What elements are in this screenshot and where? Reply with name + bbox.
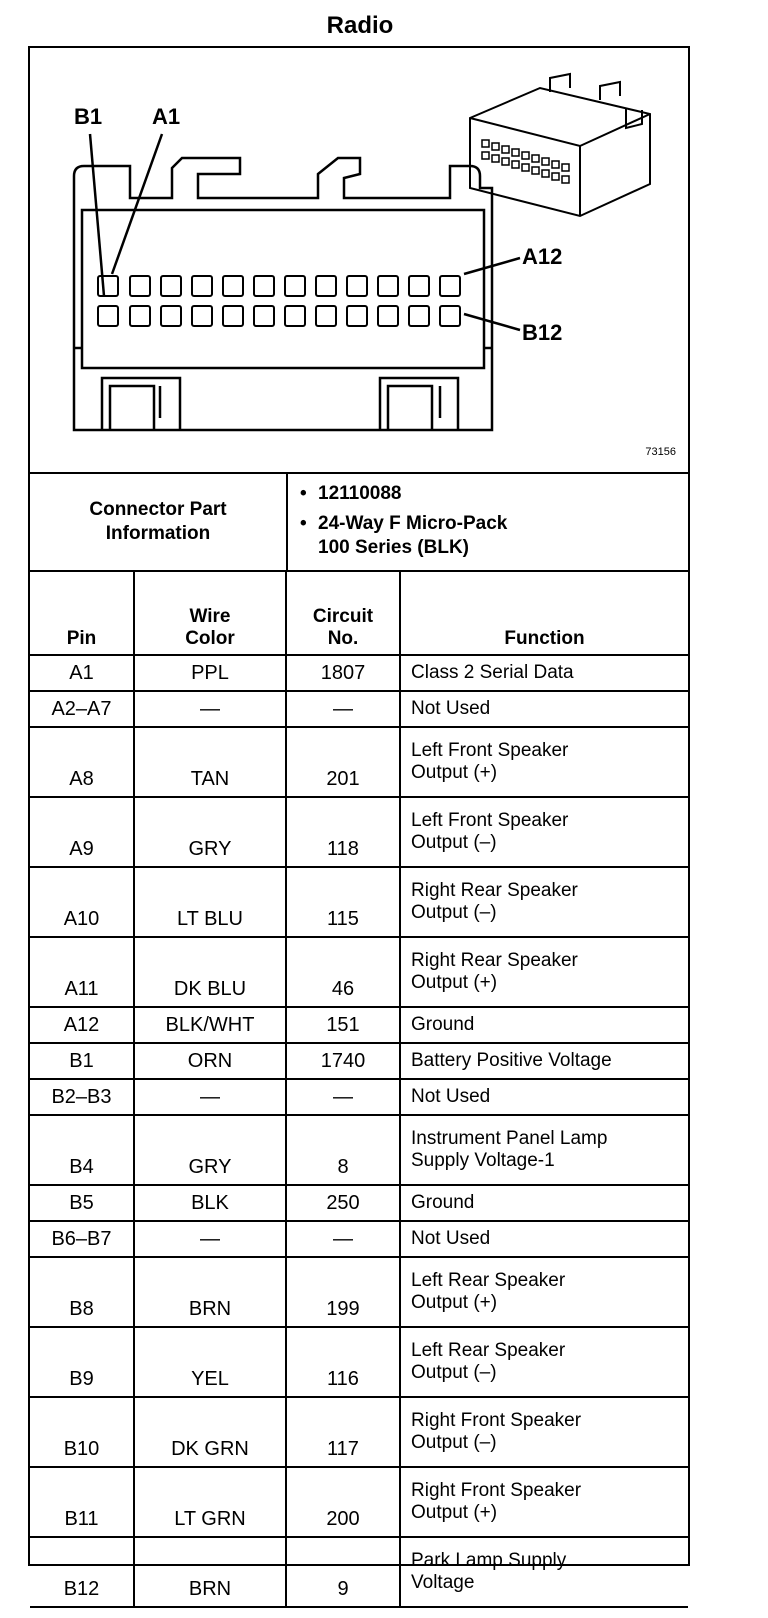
function-cell <box>400 1327 688 1397</box>
pin-cell: B4 <box>30 1115 134 1185</box>
circuit-cell: 118 <box>286 797 400 867</box>
circuit-cell: 151 <box>286 1007 400 1043</box>
header-circuit-line1: Circuit <box>312 606 374 627</box>
circuit-cell: 8 <box>286 1115 400 1185</box>
table-row <box>30 691 688 727</box>
connector-description-line2: 100 Series (BLK) <box>318 537 470 558</box>
circuit-cell: 9 <box>286 1537 400 1607</box>
connector-sheet <box>28 46 690 1600</box>
table-row <box>30 1397 688 1467</box>
table-row <box>30 797 688 867</box>
circuit-cell: 199 <box>286 1257 400 1327</box>
pin-cell: B1 <box>30 1043 134 1079</box>
function-line2: Supply Voltage-1 <box>411 1150 555 1171</box>
pin-cell: A9 <box>30 797 134 867</box>
function-cell <box>400 727 688 797</box>
header-function: Function <box>400 570 688 655</box>
function-line1: Ground <box>411 1014 475 1035</box>
function-line1: Left Rear Speaker <box>411 1340 566 1361</box>
connector-info-heading-line2: Information <box>105 523 211 544</box>
wire-color-cell: ORN <box>134 1043 286 1079</box>
function-line1: Left Rear Speaker <box>411 1270 566 1291</box>
pin-cell: B5 <box>30 1185 134 1221</box>
function-cell <box>400 655 688 691</box>
table-row <box>30 1007 688 1043</box>
circuit-cell: — <box>286 1079 400 1115</box>
function-line2: Output (–) <box>411 1432 497 1453</box>
circuit-cell: 115 <box>286 867 400 937</box>
function-line2: Output (+) <box>411 972 498 993</box>
connector-diagram <box>30 48 688 474</box>
function-line1: Instrument Panel Lamp <box>411 1128 608 1149</box>
wire-color-cell: PPL <box>134 655 286 691</box>
connector-info-heading <box>30 474 288 570</box>
function-line2: Output (–) <box>411 902 497 923</box>
function-line1: Left Front Speaker <box>411 810 569 831</box>
function-cell <box>400 1537 688 1607</box>
table-row <box>30 655 688 691</box>
wire-color-cell: BRN <box>134 1257 286 1327</box>
function-line1: Right Front Speaker <box>411 1410 582 1431</box>
function-cell <box>400 867 688 937</box>
page-title: Radio <box>326 12 394 39</box>
function-cell <box>400 1257 688 1327</box>
pin-cell: B8 <box>30 1257 134 1327</box>
function-cell <box>400 1467 688 1537</box>
pin-cell: B11 <box>30 1467 134 1537</box>
connector-info-values <box>296 482 676 560</box>
pin-cell: A2–A7 <box>30 691 134 727</box>
connector-info-heading-line1: Connector Part <box>89 499 227 520</box>
wire-color-cell: — <box>134 1079 286 1115</box>
function-cell <box>400 1185 688 1221</box>
function-cell <box>400 1115 688 1185</box>
table-row <box>30 1221 688 1257</box>
wire-color-cell: — <box>134 1221 286 1257</box>
function-line2: Output (–) <box>411 832 497 853</box>
function-line2: Output (–) <box>411 1362 497 1383</box>
function-line1: Ground <box>411 1192 475 1213</box>
label-a12: A12 <box>522 244 563 269</box>
function-cell <box>400 1043 688 1079</box>
function-line1: Right Front Speaker <box>411 1480 582 1501</box>
pin-cell: B9 <box>30 1327 134 1397</box>
circuit-cell: 250 <box>286 1185 400 1221</box>
circuit-cell: 46 <box>286 937 400 1007</box>
circuit-cell: 200 <box>286 1467 400 1537</box>
table-row <box>30 867 688 937</box>
wire-color-cell: LT BLU <box>134 867 286 937</box>
circuit-cell: 1740 <box>286 1043 400 1079</box>
wire-color-cell: — <box>134 691 286 727</box>
function-line1: Park Lamp Supply <box>411 1550 567 1571</box>
pin-cell: B12 <box>30 1537 134 1607</box>
circuit-cell: 117 <box>286 1397 400 1467</box>
pin-cell: B10 <box>30 1397 134 1467</box>
table-row <box>30 1257 688 1327</box>
function-line1: Not Used <box>411 698 491 719</box>
function-cell <box>400 1007 688 1043</box>
function-line1: Not Used <box>411 1228 491 1249</box>
header-wire-line1: Wire <box>189 606 231 627</box>
pin-cell: A8 <box>30 727 134 797</box>
table-row <box>30 1185 688 1221</box>
connector-part-info <box>30 474 688 572</box>
connector-description-line1: • 24-Way F Micro-Pack <box>296 512 676 536</box>
pin-cell: B6–B7 <box>30 1221 134 1257</box>
function-line2: Voltage <box>411 1572 475 1593</box>
function-line1: Not Used <box>411 1086 491 1107</box>
function-cell <box>400 691 688 727</box>
header-wire-line2: Color <box>185 628 235 649</box>
table-row <box>30 1079 688 1115</box>
circuit-cell: 1807 <box>286 655 400 691</box>
function-cell <box>400 1397 688 1467</box>
wire-color-cell: GRY <box>134 797 286 867</box>
label-b1: B1 <box>74 104 103 129</box>
figure-number: 73156 <box>645 446 676 458</box>
pinout-table <box>30 570 688 1608</box>
circuit-cell: 201 <box>286 727 400 797</box>
pin-cell: A1 <box>30 655 134 691</box>
wire-color-cell: DK BLU <box>134 937 286 1007</box>
wire-color-cell: DK GRN <box>134 1397 286 1467</box>
connector-face-drawing <box>30 48 688 472</box>
wire-color-cell: BRN <box>134 1537 286 1607</box>
circuit-cell: — <box>286 691 400 727</box>
wire-color-cell: YEL <box>134 1327 286 1397</box>
function-line2: Output (+) <box>411 1292 498 1313</box>
function-line1: Left Front Speaker <box>411 740 569 761</box>
wire-color-cell: TAN <box>134 727 286 797</box>
header-wire-color <box>134 570 286 655</box>
function-line1: Battery Positive Voltage <box>411 1050 612 1071</box>
table-row <box>30 1115 688 1185</box>
wire-color-cell: BLK/WHT <box>134 1007 286 1043</box>
header-pin: Pin <box>30 570 134 655</box>
table-row <box>30 1467 688 1537</box>
circuit-cell: — <box>286 1221 400 1257</box>
table-row <box>30 1327 688 1397</box>
pin-cell: A11 <box>30 937 134 1007</box>
wire-color-cell: GRY <box>134 1115 286 1185</box>
function-line1: Class 2 Serial Data <box>411 662 574 683</box>
pin-cell: A12 <box>30 1007 134 1043</box>
header-circuit-no <box>286 570 400 655</box>
function-line2: Output (+) <box>411 762 498 783</box>
function-cell <box>400 797 688 867</box>
circuit-cell: 116 <box>286 1327 400 1397</box>
pin-cell: A10 <box>30 867 134 937</box>
function-line1: Right Rear Speaker <box>411 880 578 901</box>
table-row <box>30 1537 688 1607</box>
function-line1: Right Rear Speaker <box>411 950 578 971</box>
header-circuit-line2: No. <box>327 628 359 649</box>
table-header-row <box>30 570 688 655</box>
table-row <box>30 937 688 1007</box>
label-b12: B12 <box>522 320 563 345</box>
wire-color-cell: BLK <box>134 1185 286 1221</box>
function-cell <box>400 1221 688 1257</box>
part-number: • 12110088 <box>296 482 676 506</box>
function-line2: Output (+) <box>411 1502 498 1523</box>
table-row <box>30 1043 688 1079</box>
label-a1: A1 <box>152 104 181 129</box>
wire-color-cell: LT GRN <box>134 1467 286 1537</box>
table-row <box>30 727 688 797</box>
function-cell <box>400 1079 688 1115</box>
pin-cell: B2–B3 <box>30 1079 134 1115</box>
function-cell <box>400 937 688 1007</box>
connector-isometric-icon <box>470 74 650 216</box>
